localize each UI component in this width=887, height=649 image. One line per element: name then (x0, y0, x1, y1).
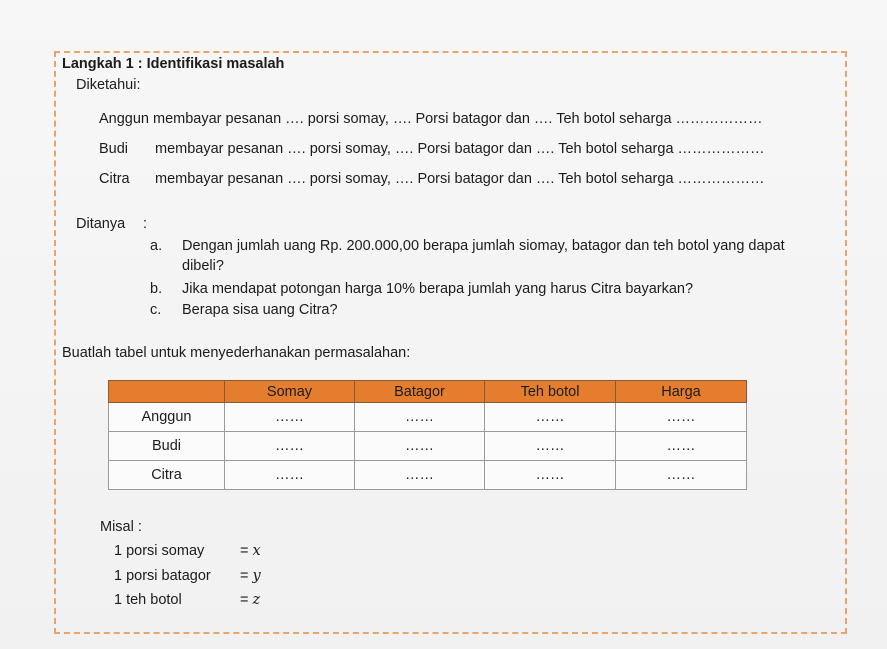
table-cell: …… (225, 432, 355, 461)
dashed-frame-left (54, 51, 56, 634)
known-label: Diketahui: (76, 77, 141, 93)
known-text: membayar pesanan …. porsi somay, …. Porsi batagor dan …. Teh botol seharga ……………… (155, 141, 765, 157)
variable-label: 1 porsi batagor (114, 568, 211, 584)
purchase-table (108, 380, 747, 490)
variable-symbol: z (252, 592, 261, 608)
known-row (99, 110, 763, 128)
table-cell: …… (616, 403, 747, 432)
equals-sign: = (240, 592, 249, 608)
row-label-cell: Anggun (109, 403, 225, 432)
variable-definition (240, 542, 261, 560)
table-row (109, 403, 747, 432)
variable-symbol: y (252, 568, 261, 584)
variable-definition (240, 567, 261, 585)
equals-sign: = (240, 543, 249, 559)
table-cell: …… (355, 403, 485, 432)
table-cell: …… (485, 403, 616, 432)
table-header-cell: Teh botol (485, 381, 616, 403)
known-text: membayar pesanan …. porsi somay, …. Porsi batagor dan …. Teh botol seharga ……………… (153, 111, 763, 127)
table-header-cell: Harga (616, 381, 747, 403)
table-header-cell: Somay (225, 381, 355, 403)
step-title: Langkah 1 : Identifikasi masalah (62, 56, 285, 72)
dashed-frame-top (54, 51, 847, 53)
table-cell: …… (616, 461, 747, 490)
question-text: Dengan jumlah uang Rp. 200.000,00 berapa jumlah siomay, batagor dan teh botol yang dapat dibeli? (182, 238, 785, 274)
table-header-cell (109, 381, 225, 403)
variables-label: Misal : (100, 519, 142, 535)
table-row (109, 461, 747, 490)
question-letter: b. (150, 281, 163, 297)
row-label-cell: Citra (109, 461, 225, 490)
table-cell: …… (355, 432, 485, 461)
dashed-frame-right (845, 51, 847, 634)
question-letter: c. (150, 302, 162, 318)
table-row (109, 432, 747, 461)
known-name: Citra (99, 171, 130, 187)
variable-label: 1 teh botol (114, 592, 182, 608)
row-label-cell: Budi (109, 432, 225, 461)
question-text: Berapa sisa uang Citra? (182, 302, 338, 318)
equals-sign: = (240, 568, 249, 584)
table-cell: …… (485, 461, 616, 490)
known-name: Budi (99, 141, 129, 157)
table-cell: …… (485, 432, 616, 461)
known-text: membayar pesanan …. porsi somay, …. Porsi batagor dan …. Teh botol seharga ……………… (155, 171, 765, 187)
variable-definition (240, 591, 260, 609)
table-header-cell: Batagor (355, 381, 485, 403)
asked-colon: : (143, 216, 148, 232)
table-cell: …… (225, 461, 355, 490)
table-cell: …… (225, 403, 355, 432)
known-row (99, 140, 765, 158)
dashed-frame-bottom (54, 632, 847, 634)
table-cell: …… (355, 461, 485, 490)
instruction-text: Buatlah tabel untuk menyederhanakan permasalahan: (62, 345, 411, 361)
asked-label: Ditanya (76, 216, 126, 232)
known-row (99, 170, 765, 188)
variable-symbol: x (252, 543, 261, 559)
known-name: Anggun (99, 111, 149, 127)
variable-label: 1 porsi somay (114, 543, 205, 559)
table-cell: …… (616, 432, 747, 461)
question-text: Jika mendapat potongan harga 10% berapa jumlah yang harus Citra bayarkan? (182, 281, 694, 297)
table-header-row (109, 381, 747, 403)
question-letter: a. (150, 238, 163, 254)
